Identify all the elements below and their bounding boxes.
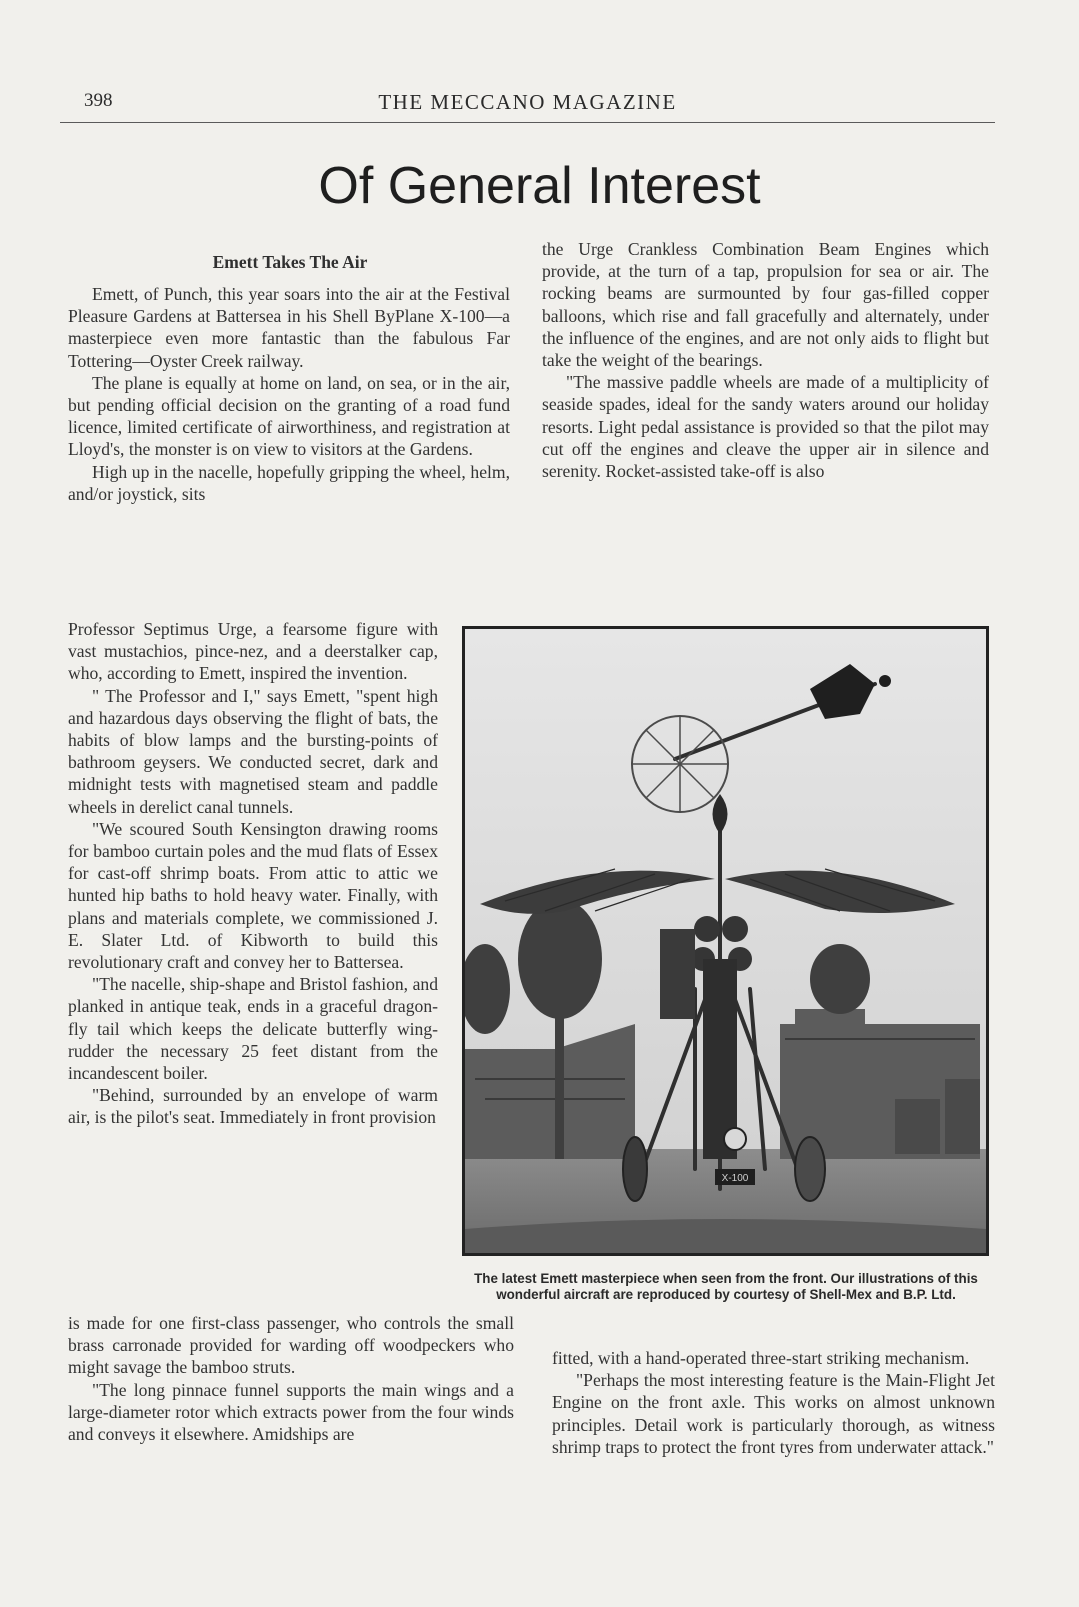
paragraph: the Urge Crankless Combination Beam Engines which provide, at the turn of a tap, propulsion for sea or air. The rocking beams are surmounted by four gas-filled copper balloons, which rise and fall gracefully and alternately, under the influence of the engines, and are not only aids to flight but take the weight of the bearings. [542,239,989,371]
paragraph: "Perhaps the most interesting feature is the Main-Flight Jet Engine on the front axle. This works on almost unknown principles. Detail work is particularly thorough, as witness shrimp traps to protect the front tyres from underwater attack." [552,1370,995,1457]
page-header [60,86,995,123]
paragraph: "The massive paddle wheels are made of a multiplicity of seaside spades, ideal for the sandy waters around our holiday resorts. Light pedal assistance is provided so that the pilot may cut off the engines and cleave the upper air in silence and serenity. Rocket-assisted take-off is also [542,372,989,482]
paragraph: " The Professor and I," says Emett, "spent high and hazardous days observing the flight of bats, the habits of blow lamps and the bursting-points of bathroom geysers. We conducted secret, dark and midnight tests with magnetised steam and paddle wheels in derelict canal tunnels. [68,685,438,817]
text-column-right-top [542,238,989,482]
section-title: Of General Interest [318,157,761,215]
paragraph: Professor Septimus Urge, a fearsome figure with vast mustachios, pince-nez, and a deerstalker cap, who, according to Emett, inspired the invention. [68,619,438,684]
paragraph: "We scoured South Kensington drawing rooms for bamboo curtain poles and the mud flats of Essex for cast-off shrimp boats. From attic to attic we hunted hip baths to hold heavy water. Finally, with plans and materials complete, we commissioned J. E. Slater Ltd. of Kibworth to build this revolutionary craft and convey her to Battersea. [68,818,438,973]
text-column-left-bottom [68,1312,514,1445]
paragraph: fitted, with a hand-operated three-start striking mechanism. [552,1348,970,1368]
paragraph: is made for one first-class passenger, who controls the small brass carronade provided for warding off woodpeckers who might savage the bamboo struts. [68,1313,514,1378]
text-column-right-bottom [552,1347,995,1458]
emett-aircraft-photo [462,626,989,1256]
magazine-title: THE MECCANO MAGAZINE [378,90,677,114]
paragraph: "The long pinnace funnel supports the main wings and a large-diameter rotor which extracts power from the four winds and conveys it elsewhere. Amidships are [68,1379,514,1445]
paragraph: High up in the nacelle, hopefully gripping the wheel, helm, and/or joystick, sits [68,461,510,504]
text-column-left-top [68,283,510,505]
paragraph: "The nacelle, ship-shape and Bristol fashion, and planked in antique teak, ends in a graceful dragon-fly tail which keeps the delicate butterfly wing-rudder the necessary 25 feet distant from the incandescent boiler. [68,974,438,1084]
paragraph: "Behind, surrounded by an envelope of warm air, is the pilot's seat. Immediately in front provision [68,1085,438,1128]
article-heading: Emett Takes The Air [212,252,368,272]
aircraft-plate-label: X-100 [721,1173,749,1184]
photo-caption: The latest Emett masterpiece when seen from the front. Our illustrations of this wonderful aircraft are reproduced by courtesy of Shell-Mex and B.P. Ltd. [474,1271,978,1302]
text-column-left-narrow [68,618,438,1129]
page-number: 398 [84,90,113,111]
paragraph: Emett, of Punch, this year soars into the air at the Festival Pleasure Gardens at Battersea in his Shell ByPlane X-100—a masterpiece even more fantastic than the fabulous Far Tottering—Oyster Creek railway. [68,284,510,371]
paragraph: The plane is equally at home on land, on sea, or in the air, but pending official decision on the granting of a road fund licence, limited certificate of airworthiness, and registration at Lloyd's, the monster is on view to visitors at the Gardens. [68,372,510,460]
